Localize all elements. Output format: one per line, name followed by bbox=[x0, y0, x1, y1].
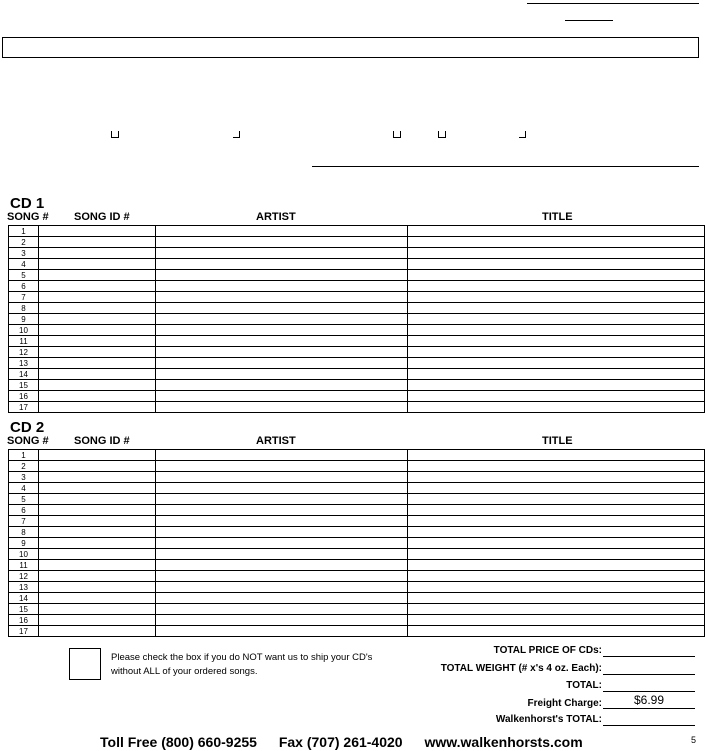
artist-cell[interactable] bbox=[156, 582, 408, 593]
total-label: TOTAL: bbox=[566, 680, 602, 691]
song-id-cell[interactable] bbox=[39, 483, 156, 494]
cd2-row bbox=[9, 549, 705, 560]
footer-contact bbox=[100, 734, 601, 750]
artist-cell[interactable] bbox=[156, 571, 408, 582]
freight-charge-label: Freight Charge: bbox=[527, 698, 602, 709]
title-cell[interactable] bbox=[408, 549, 705, 560]
song-number: 17 bbox=[9, 402, 39, 413]
song-id-cell[interactable] bbox=[39, 347, 156, 358]
title-cell[interactable] bbox=[408, 237, 705, 248]
title-cell[interactable] bbox=[408, 248, 705, 259]
song-number: 6 bbox=[9, 505, 39, 516]
cd1-row bbox=[9, 292, 705, 303]
song-id-cell[interactable] bbox=[39, 358, 156, 369]
cd1-row bbox=[9, 325, 705, 336]
cd1-row bbox=[9, 270, 705, 281]
cd1-title: CD 1 bbox=[10, 195, 45, 212]
title-cell[interactable] bbox=[408, 325, 705, 336]
song-number: 2 bbox=[9, 237, 39, 248]
song-id-cell[interactable] bbox=[39, 391, 156, 402]
total-price-field[interactable] bbox=[603, 656, 695, 657]
song-number: 16 bbox=[9, 391, 39, 402]
song-id-cell[interactable] bbox=[39, 402, 156, 413]
song-number: 7 bbox=[9, 516, 39, 527]
checkbox-mark-2[interactable] bbox=[233, 131, 240, 138]
song-id-cell[interactable] bbox=[39, 472, 156, 483]
artist-cell[interactable] bbox=[156, 626, 408, 637]
artist-cell[interactable] bbox=[156, 461, 408, 472]
cd1-row bbox=[9, 380, 705, 391]
song-id-cell[interactable] bbox=[39, 380, 156, 391]
cd1-row bbox=[9, 336, 705, 347]
freight-charge-value: $6.99 bbox=[633, 693, 665, 707]
cd1-row bbox=[9, 226, 705, 237]
top-field-line-1[interactable] bbox=[527, 3, 699, 4]
cd2-header-song-id: SONG ID # bbox=[74, 435, 130, 447]
artist-cell[interactable] bbox=[156, 402, 408, 413]
footer-phone: Toll Free (800) 660-9255 bbox=[100, 734, 257, 750]
song-number: 16 bbox=[9, 615, 39, 626]
artist-cell[interactable] bbox=[156, 538, 408, 549]
artist-cell[interactable] bbox=[156, 516, 408, 527]
artist-cell[interactable] bbox=[156, 505, 408, 516]
cd1-row bbox=[9, 303, 705, 314]
song-id-cell[interactable] bbox=[39, 604, 156, 615]
title-cell[interactable] bbox=[408, 483, 705, 494]
artist-cell[interactable] bbox=[156, 358, 408, 369]
cd1-header-artist: ARTIST bbox=[256, 211, 296, 223]
title-cell[interactable] bbox=[408, 303, 705, 314]
song-number: 9 bbox=[9, 538, 39, 549]
cd2-header-song-no: SONG # bbox=[7, 435, 49, 447]
cd1-row bbox=[9, 391, 705, 402]
artist-cell[interactable] bbox=[156, 281, 408, 292]
song-number: 12 bbox=[9, 347, 39, 358]
song-number: 5 bbox=[9, 494, 39, 505]
grand-total-field[interactable] bbox=[603, 725, 695, 726]
cd2-header-title: TITLE bbox=[542, 435, 573, 447]
song-number: 11 bbox=[9, 336, 39, 347]
song-number: 5 bbox=[9, 270, 39, 281]
song-number: 12 bbox=[9, 571, 39, 582]
title-cell[interactable] bbox=[408, 560, 705, 571]
song-id-cell[interactable] bbox=[39, 593, 156, 604]
cd1-row bbox=[9, 358, 705, 369]
cd1-header-song-no: SONG # bbox=[7, 211, 49, 223]
cd1-song-table bbox=[8, 225, 705, 413]
song-number: 14 bbox=[9, 593, 39, 604]
song-number: 11 bbox=[9, 560, 39, 571]
cd2-row bbox=[9, 571, 705, 582]
artist-cell[interactable] bbox=[156, 549, 408, 560]
cd1-row bbox=[9, 281, 705, 292]
cd2-header-artist: ARTIST bbox=[256, 435, 296, 447]
cd2-row bbox=[9, 527, 705, 538]
song-id-cell[interactable] bbox=[39, 461, 156, 472]
title-cell[interactable] bbox=[408, 281, 705, 292]
total-weight-field[interactable] bbox=[603, 674, 695, 675]
cd2-row bbox=[9, 516, 705, 527]
total-price-label: TOTAL PRICE OF CDs: bbox=[493, 645, 602, 656]
artist-cell[interactable] bbox=[156, 237, 408, 248]
song-id-cell[interactable] bbox=[39, 626, 156, 637]
song-number: 8 bbox=[9, 527, 39, 538]
title-cell[interactable] bbox=[408, 538, 705, 549]
cd1-row bbox=[9, 347, 705, 358]
title-cell[interactable] bbox=[408, 494, 705, 505]
title-cell[interactable] bbox=[408, 314, 705, 325]
cd2-row bbox=[9, 450, 705, 461]
artist-cell[interactable] bbox=[156, 336, 408, 347]
checkbox-mark-5[interactable] bbox=[519, 131, 526, 138]
title-cell[interactable] bbox=[408, 270, 705, 281]
title-cell[interactable] bbox=[408, 402, 705, 413]
artist-cell[interactable] bbox=[156, 483, 408, 494]
title-cell[interactable] bbox=[408, 604, 705, 615]
cd2-row bbox=[9, 593, 705, 604]
song-number: 17 bbox=[9, 626, 39, 637]
song-number: 7 bbox=[9, 292, 39, 303]
cd1-header-song-id: SONG ID # bbox=[74, 211, 130, 223]
title-cell[interactable] bbox=[408, 461, 705, 472]
title-cell[interactable] bbox=[408, 527, 705, 538]
song-number: 13 bbox=[9, 582, 39, 593]
cd2-row bbox=[9, 505, 705, 516]
title-cell[interactable] bbox=[408, 582, 705, 593]
freight-charge-field bbox=[603, 708, 695, 709]
page-number: 5 bbox=[691, 735, 697, 745]
artist-cell[interactable] bbox=[156, 248, 408, 259]
cd1-row bbox=[9, 237, 705, 248]
song-id-cell[interactable] bbox=[39, 336, 156, 347]
artist-cell[interactable] bbox=[156, 472, 408, 483]
title-cell[interactable] bbox=[408, 358, 705, 369]
song-number: 4 bbox=[9, 259, 39, 270]
cd2-row bbox=[9, 615, 705, 626]
song-number: 9 bbox=[9, 314, 39, 325]
song-id-cell[interactable] bbox=[39, 560, 156, 571]
song-id-cell[interactable] bbox=[39, 450, 156, 461]
cd2-row bbox=[9, 461, 705, 472]
ship-note: Please check the box if you do NOT want us to ship your CD's without ALL of your ordered songs. bbox=[111, 652, 373, 677]
checkbox-mark-4[interactable] bbox=[438, 131, 446, 138]
song-number: 6 bbox=[9, 281, 39, 292]
song-id-cell[interactable] bbox=[39, 615, 156, 626]
cd1-row bbox=[9, 259, 705, 270]
cd1-row bbox=[9, 314, 705, 325]
song-number: 3 bbox=[9, 248, 39, 259]
artist-cell[interactable] bbox=[156, 226, 408, 237]
title-cell[interactable] bbox=[408, 615, 705, 626]
cd1-row bbox=[9, 369, 705, 380]
footer-fax: Fax (707) 261-4020 bbox=[278, 734, 403, 750]
signature-line[interactable] bbox=[312, 166, 699, 167]
cd2-row bbox=[9, 494, 705, 505]
song-number: 10 bbox=[9, 325, 39, 336]
cd2-row bbox=[9, 604, 705, 615]
title-cell[interactable] bbox=[408, 347, 705, 358]
cd2-row bbox=[9, 560, 705, 571]
artist-cell[interactable] bbox=[156, 494, 408, 505]
artist-cell[interactable] bbox=[156, 303, 408, 314]
artist-cell[interactable] bbox=[156, 560, 408, 571]
song-id-cell[interactable] bbox=[39, 303, 156, 314]
song-id-cell[interactable] bbox=[39, 325, 156, 336]
song-number: 2 bbox=[9, 461, 39, 472]
title-cell[interactable] bbox=[408, 450, 705, 461]
title-cell[interactable] bbox=[408, 516, 705, 527]
song-number: 3 bbox=[9, 472, 39, 483]
cd1-row bbox=[9, 402, 705, 413]
title-cell[interactable] bbox=[408, 336, 705, 347]
artist-cell[interactable] bbox=[156, 314, 408, 325]
cd2-title: CD 2 bbox=[10, 419, 45, 436]
artist-cell[interactable] bbox=[156, 259, 408, 270]
song-id-cell[interactable] bbox=[39, 292, 156, 303]
song-id-cell[interactable] bbox=[39, 237, 156, 248]
cd2-row bbox=[9, 626, 705, 637]
artist-cell[interactable] bbox=[156, 292, 408, 303]
total-field[interactable] bbox=[603, 691, 695, 692]
total-weight-label: TOTAL WEIGHT (# x's 4 oz. Each): bbox=[440, 663, 602, 674]
checkbox-mark-3[interactable] bbox=[393, 131, 401, 138]
title-cell[interactable] bbox=[408, 472, 705, 483]
title-cell[interactable] bbox=[408, 391, 705, 402]
artist-cell[interactable] bbox=[156, 380, 408, 391]
ship-incomplete-checkbox[interactable] bbox=[69, 648, 101, 680]
song-id-cell[interactable] bbox=[39, 281, 156, 292]
song-id-cell[interactable] bbox=[39, 505, 156, 516]
title-cell[interactable] bbox=[408, 593, 705, 604]
artist-cell[interactable] bbox=[156, 347, 408, 358]
artist-cell[interactable] bbox=[156, 391, 408, 402]
top-field-line-2[interactable] bbox=[565, 20, 613, 21]
song-number: 1 bbox=[9, 450, 39, 461]
artist-cell[interactable] bbox=[156, 369, 408, 380]
checkbox-mark-1[interactable] bbox=[111, 131, 119, 138]
song-id-cell[interactable] bbox=[39, 538, 156, 549]
header-field-box[interactable] bbox=[2, 37, 699, 58]
artist-cell[interactable] bbox=[156, 527, 408, 538]
title-cell[interactable] bbox=[408, 380, 705, 391]
cd2-song-table bbox=[8, 449, 705, 637]
title-cell[interactable] bbox=[408, 571, 705, 582]
song-number: 1 bbox=[9, 226, 39, 237]
song-number: 4 bbox=[9, 483, 39, 494]
song-number: 15 bbox=[9, 604, 39, 615]
artist-cell[interactable] bbox=[156, 604, 408, 615]
cd2-row bbox=[9, 472, 705, 483]
artist-cell[interactable] bbox=[156, 593, 408, 604]
song-id-cell[interactable] bbox=[39, 582, 156, 593]
song-id-cell[interactable] bbox=[39, 248, 156, 259]
cd2-row bbox=[9, 483, 705, 494]
song-id-cell[interactable] bbox=[39, 226, 156, 237]
title-cell[interactable] bbox=[408, 226, 705, 237]
footer-web: www.walkenhorsts.com bbox=[424, 734, 583, 750]
song-id-cell[interactable] bbox=[39, 571, 156, 582]
song-id-cell[interactable] bbox=[39, 369, 156, 380]
song-id-cell[interactable] bbox=[39, 516, 156, 527]
song-number: 13 bbox=[9, 358, 39, 369]
title-cell[interactable] bbox=[408, 505, 705, 516]
song-id-cell[interactable] bbox=[39, 494, 156, 505]
song-number: 14 bbox=[9, 369, 39, 380]
song-id-cell[interactable] bbox=[39, 549, 156, 560]
cd1-row bbox=[9, 248, 705, 259]
song-number: 15 bbox=[9, 380, 39, 391]
artist-cell[interactable] bbox=[156, 325, 408, 336]
cd2-row bbox=[9, 582, 705, 593]
song-id-cell[interactable] bbox=[39, 270, 156, 281]
song-number: 8 bbox=[9, 303, 39, 314]
artist-cell[interactable] bbox=[156, 615, 408, 626]
song-id-cell[interactable] bbox=[39, 314, 156, 325]
cd2-row bbox=[9, 538, 705, 549]
title-cell[interactable] bbox=[408, 292, 705, 303]
song-id-cell[interactable] bbox=[39, 527, 156, 538]
song-id-cell[interactable] bbox=[39, 259, 156, 270]
song-number: 10 bbox=[9, 549, 39, 560]
cd1-header-title: TITLE bbox=[542, 211, 573, 223]
title-cell[interactable] bbox=[408, 369, 705, 380]
grand-total-label: Walkenhorst's TOTAL: bbox=[495, 714, 602, 725]
artist-cell[interactable] bbox=[156, 450, 408, 461]
artist-cell[interactable] bbox=[156, 270, 408, 281]
title-cell[interactable] bbox=[408, 626, 705, 637]
title-cell[interactable] bbox=[408, 259, 705, 270]
